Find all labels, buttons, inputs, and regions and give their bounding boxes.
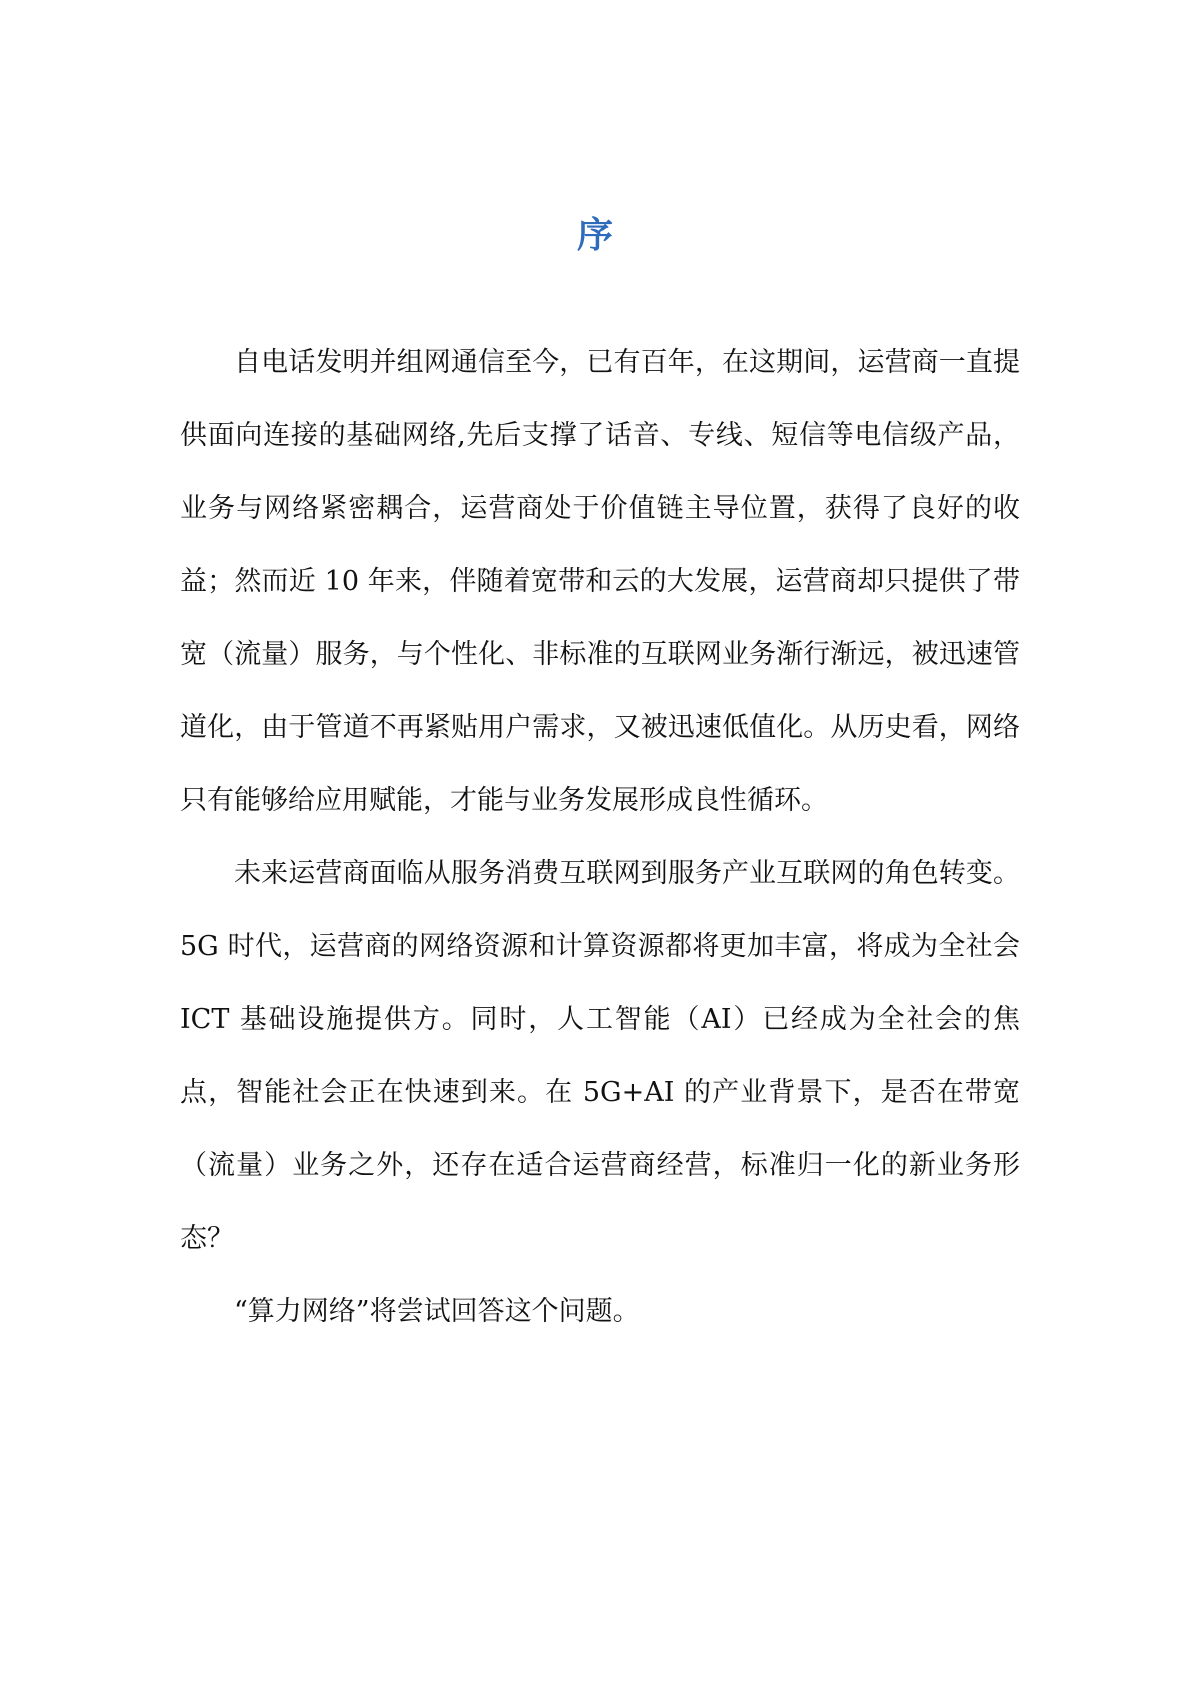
paragraph-2: 未来运营商面临从服务消费互联网到服务产业互联网的角色转变。5G 时代，运营商的网络资源和计算资源都将更加丰富，将成为全社会 ICT 基础设施提供方。同时，人工智能（AI）已经成为全社会的焦点，智能社会正在快速到来。在 5G+AI 的产业背景下，是否在带宽（流量）业务之外，还存在适合运营商经营，标准归一化的新业务形态？ <box>180 858 1020 1254</box>
page-title: 序 <box>576 215 613 256</box>
paragraph-3: “算力网络”将尝试回答这个问题。 <box>234 1296 640 1327</box>
paragraph-1: 自电话发明并组网通信至今，已有百年，在这期间，运营商一直提供面向连接的基础网络,先后支撑了话音、专线、短信等电信级产品，业务与网络紧密耦合，运营商处于价值链主导位置，获得了良好的收益；然而近 10 年来，伴随着宽带和云的大发展，运营商却只提供了带宽（流量）服务，与个性化、非标准的互联网业务渐行渐远，被迅速管道化，由于管道不再紧贴用户需求，又被迅速低值化。从历史看，网络只有能够给应用赋能，才能与业务发展形成良性循环。 <box>180 347 1020 816</box>
body-text <box>180 326 1020 1348</box>
